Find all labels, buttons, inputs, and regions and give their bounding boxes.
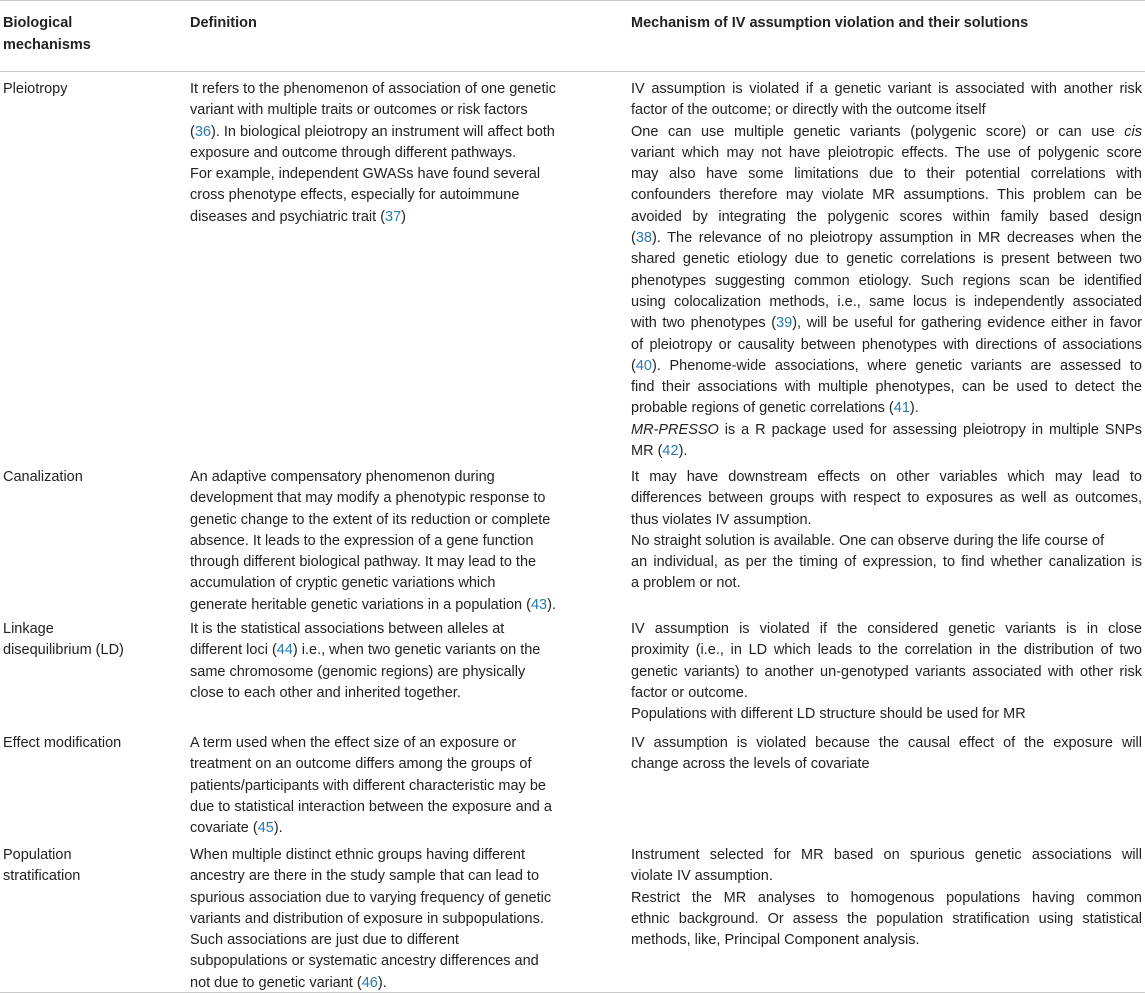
- mechanism-name: Pleiotropy: [3, 81, 68, 97]
- citation-link[interactable]: 38: [635, 230, 652, 247]
- violation-cell: IV assumption is violated if the considered genetic variants is in close proximity (i.e., in LD which leads to the correlation in the distribution of two genetic variants) to another un-genotyped variants associated with other risk factor or outcome. Populations with different LD structure should be used for MR: [631, 621, 1142, 723]
- header-violation-solutions: Mechanism of IV assumption violation and their solutions: [631, 15, 1029, 31]
- violation-cell: It may have downstream effects on other variables which may lead to differences between groups with respect to exposures as well as outcomes, thus violates IV assumption. No straight solution is available. One can observe during the life course of an individual, as per the timing of expression, to find whether canalization is a problem or not.: [631, 469, 1142, 592]
- definition-cell: When multiple distinct ethnic groups having different ancestry are there in the study sample that can lead to spurious association due to varying frequency of genetic variants and distribution of exposure in subpopulations. Such associations are just due to different subpopulations or systematic ancestry differences and not due to genetic variant (46).: [190, 847, 552, 991]
- violation-cell: IV assumption is violated because the causal effect of the exposure will change across the levels of covariate: [631, 735, 1142, 773]
- citation-link[interactable]: 42: [662, 443, 679, 460]
- violation-cell: IV assumption is violated if a genetic variant is associated with another risk factor of the outcome; or directly with the outcome itself One can use multiple genetic variants (polygenic score) or can use cis variant which may not have pleiotropic effects. The use of polygenic score may also have some limitations due to their potential correlations with confounders therefore may violate MR assumptions. This problem can be avoided by integrating the polygenic scores within family based design (38). The relevance of no pleiotropy assumption in MR decreases when the shared genetic etiology due to genetic correlations is present between two phenotypes suggesting common etiology. Such regions scan be identified using colocalization methods, i.e., same locus is independently associated with two phenotypes (39), will be useful for gathering evidence either in favor of pleiotropy or causality between phenotypes with directions of associations (40). Phenome-wide associations, where genetic variants are assessed to find their associations with multiple phenotypes, can be used to detect the probable regions of genetic correlations (41). MR-PRESSO is a R package used for assessing pleiotropy in multiple SNPs MR (42).: [631, 81, 1142, 460]
- mechanism-name: Canalization: [3, 469, 83, 485]
- mechanism-name: Linkage disequilibrium (LD): [3, 621, 124, 659]
- citation-link[interactable]: 45: [257, 820, 274, 837]
- table-bottom-rule: [0, 992, 1145, 993]
- citation-link[interactable]: 36: [194, 123, 211, 140]
- mechanism-name: Population stratification: [3, 847, 81, 885]
- header-definition: Definition: [190, 15, 257, 31]
- violation-cell: Instrument selected for MR based on spurious genetic associations will violate IV assumption. Restrict the MR analyses to homogenous populations having common ethnic background. Or assess the population stratification using statistical methods, like, Principal Component analysis.: [631, 847, 1142, 949]
- citation-link[interactable]: 40: [635, 357, 652, 374]
- mechanism-name: Effect modification: [3, 735, 122, 751]
- citation-link[interactable]: 46: [361, 974, 378, 991]
- citation-link[interactable]: 43: [530, 596, 548, 613]
- table-header: [0, 0, 1145, 72]
- citation-link[interactable]: 41: [893, 400, 910, 417]
- definition-cell: An adaptive compensatory phenomenon during development that may modify a phenotypic response to genetic change to the extent of its reduction or complete absence. It leads to the expression of a gene function through different biological pathway. It may lead to the accumulation of cryptic genetic variations which generate heritable genetic variations in a population (43).: [190, 469, 556, 613]
- definition-cell: A term used when the effect size of an exposure or treatment on an outcome differs among the groups of patients/participants with different characteristic may be due to statistical interaction between the exposure and a covariate (45).: [190, 735, 552, 837]
- citation-link[interactable]: 39: [776, 315, 793, 332]
- definition-cell: It refers to the phenomenon of association of one genetic variant with multiple traits or outcomes or risk factors (36). In biological pleiotropy an instrument will affect both exposure and outcome through different pathways. For example, independent GWASs have found several cross phenotype effects, especially for autoimmune diseases and psychiatric trait (37): [190, 81, 556, 225]
- header-biological-mechanisms: Biological mechanisms: [3, 15, 91, 53]
- citation-link[interactable]: 44: [276, 642, 293, 659]
- citation-link[interactable]: 37: [385, 208, 402, 225]
- definition-cell: It is the statistical associations between alleles at different loci (44) i.e., when two genetic variants on the same chromosome (genomic regions) are physically close to each other and inherited together.: [190, 621, 541, 701]
